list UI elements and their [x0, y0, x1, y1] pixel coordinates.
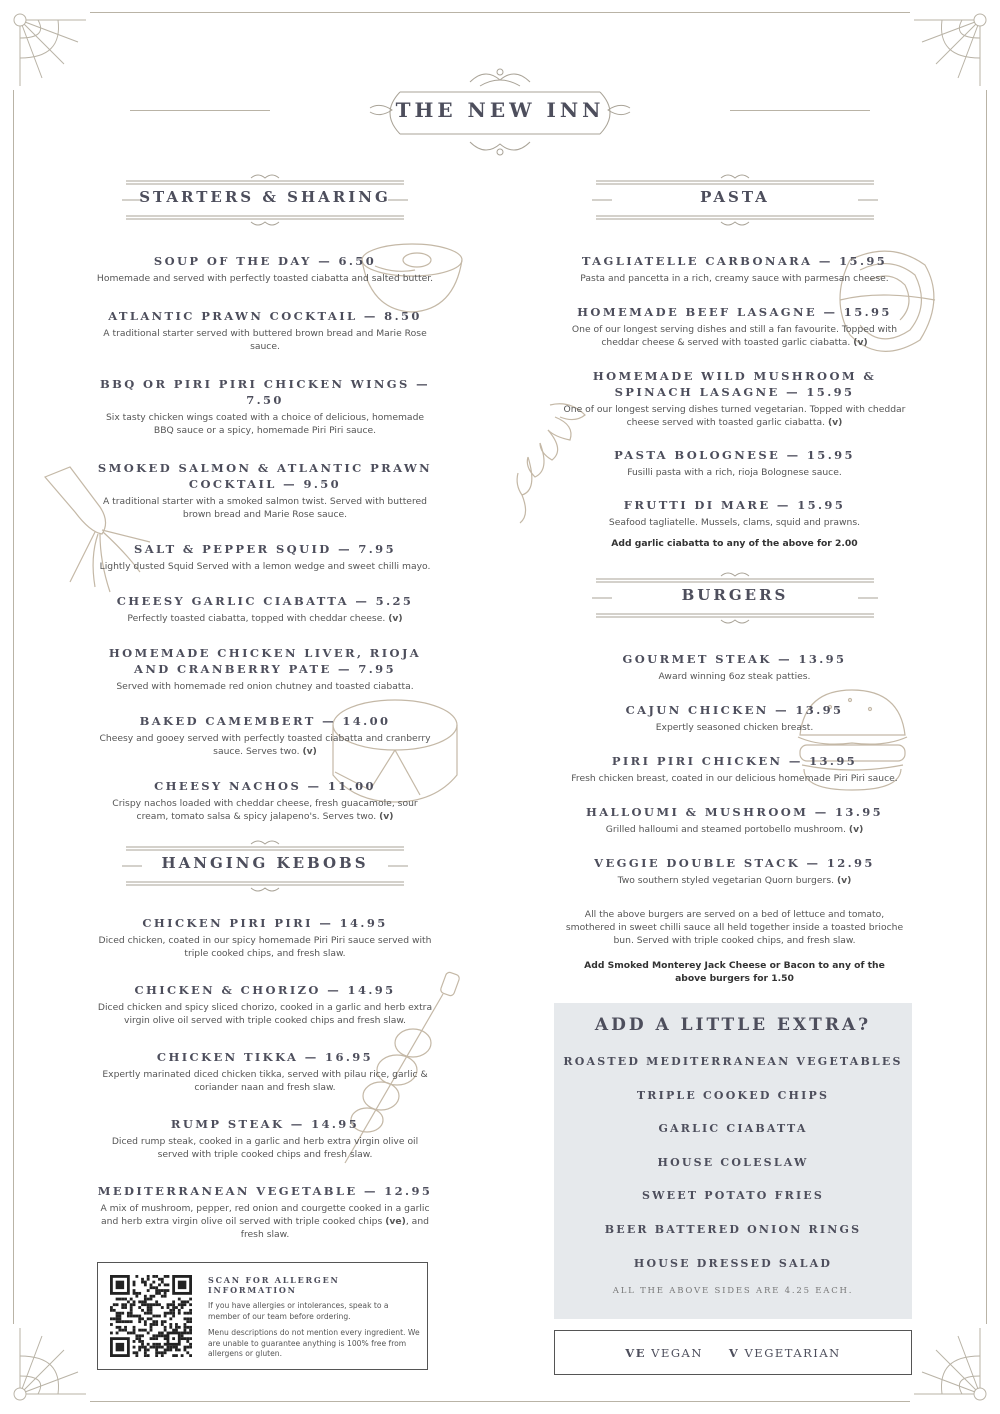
menu-item-description-text: Award winning 6oz steak patties.	[658, 671, 811, 682]
menu-item-name: CHICKEN TIKKA — 16.95	[156, 1050, 374, 1064]
allergen-text-1: If you have allergies or intolerances, speak to a member of our team before ordering.	[208, 1301, 389, 1321]
menu-item-description-text: Fusilli pasta with a rich, rioja Bolognese sauce.	[627, 467, 842, 478]
menu-item-name: MEDITERRANEAN VEGETABLE — 12.95	[97, 1184, 433, 1198]
title-rule-right	[730, 110, 870, 111]
menu-item-description-suffix: , and fresh slaw.	[240, 1216, 429, 1240]
menu-item-description-text: Six tasty chicken wings coated with a choice of delicious, homemade BBQ sauce or a spicy, homemade Piri Piri sauce.	[105, 412, 425, 436]
menu-item-description-text: Homemade and served with perfectly toasted ciabatta and salted butter.	[96, 273, 434, 284]
menu-item	[562, 651, 907, 683]
menu-item-name: CHICKEN PIRI PIRI — 14.95	[142, 916, 388, 930]
frame-top-line	[90, 12, 910, 13]
section-heading-kebobs	[120, 838, 410, 894]
menu-item	[95, 982, 435, 1027]
menu-item-name: RUMP STEAK — 14.95	[170, 1117, 360, 1131]
menu-item-description	[95, 1135, 435, 1161]
diet-tag: (v)	[388, 613, 403, 624]
menu-item-description	[95, 560, 435, 573]
title-block	[360, 62, 640, 162]
extra-item: BEER BATTERED ONION RINGS	[604, 1222, 862, 1236]
menu-item-description	[562, 670, 907, 683]
section-title-kebobs: HANGING KEBOBS	[161, 854, 369, 872]
menu-item-name: BAKED CAMEMBERT — 14.00	[139, 714, 391, 728]
section-heading-burgers	[590, 570, 880, 626]
corner-ornament-bottom-right	[912, 1326, 992, 1406]
diet-tag: (ve)	[385, 1216, 406, 1227]
menu-item-name: CHEESY GARLIC CIABATTA — 5.25	[116, 594, 414, 608]
menu-item	[562, 368, 907, 429]
menu-item-name: BBQ OR PIRI PIRI CHICKEN WINGS — 7.50	[99, 377, 431, 407]
menu-item	[95, 308, 435, 353]
menu-item	[562, 304, 907, 349]
section-heading-starters	[120, 172, 410, 228]
menu-item	[95, 593, 435, 625]
menu-item-description-text: One of our longest serving dishes turned vegetarian. Topped with cheddar cheese served with toasted garlic ciabatta.	[563, 404, 906, 428]
section-heading-pasta	[590, 172, 880, 228]
burgers-note: All the above burgers are served on a bed of lettuce and tomato, smothered in sweet chilli sauce all held together inside a toasted brioche bun. Served with triple cooked chips, and fresh slaw.	[565, 909, 904, 946]
menu-item	[95, 1183, 435, 1241]
diet-tag: (v)	[379, 811, 394, 822]
menu-item-description	[562, 516, 907, 529]
menu-item-description	[95, 680, 435, 693]
menu-item-description-text: Expertly seasoned chicken breast.	[655, 722, 814, 733]
menu-item-name: CAJUN CHICKEN — 13.95	[625, 703, 844, 717]
menu-item	[95, 253, 435, 285]
menu-item-description	[95, 411, 435, 437]
menu-item-name: VEGGIE DOUBLE STACK — 12.95	[594, 856, 875, 870]
menu-item-name: CHICKEN & CHORIZO — 14.95	[134, 983, 396, 997]
menu-item-description-text: Perfectly toasted ciabatta, topped with cheddar cheese.	[127, 613, 386, 624]
menu-item-description	[562, 823, 907, 836]
menu-item-description-text: Diced chicken and spicy sliced chorizo, cooked in a garlic and herb extra virgin olive oil served with triple cooked chips and fresh slaw.	[97, 1002, 433, 1026]
extras-note: ALL THE ABOVE SIDES ARE 4.25 EACH.	[612, 1286, 854, 1297]
legend-vegetarian-label: VEGETARIAN	[744, 1345, 841, 1360]
menu-item-description	[562, 466, 907, 479]
menu-item-description-text: Fresh chicken breast, coated in our delicious homemade Piri Piri sauce.	[571, 773, 898, 784]
menu-item-description	[95, 327, 435, 353]
diet-tag: (v)	[853, 337, 868, 348]
menu-item-name: SOUP OF THE DAY — 6.50	[153, 254, 377, 268]
pasta-note: Add garlic ciabatta to any of the above for 2.00	[611, 538, 858, 549]
menu-item	[562, 855, 907, 887]
extra-item: TRIPLE COOKED CHIPS	[636, 1088, 830, 1102]
diet-legend	[554, 1330, 912, 1375]
menu-item-name: GOURMET STEAK — 13.95	[622, 652, 847, 666]
menu-item-description-text: Diced rump steak, cooked in a garlic and herb extra virgin olive oil served with triple cooked chips and fresh slaw.	[111, 1136, 419, 1160]
allergen-text-2: Menu descriptions do not mention every ingredient. We are unable to guarantee anything is 100% free from allergens or gluten.	[208, 1328, 420, 1358]
menu-item-name: HOMEMADE CHICKEN LIVER, RIOJA AND CRANBERRY PATE — 7.95	[108, 646, 422, 676]
menu-item	[95, 645, 435, 693]
menu-item-description-text: Crispy nachos loaded with cheddar cheese, fresh guacamole, sour cream, tomato salsa & spicy jalapeno's. Serves two.	[112, 798, 418, 822]
legend-vegan-code: VE	[625, 1345, 646, 1360]
menu-item-description	[95, 1202, 435, 1241]
pasta-list	[562, 253, 907, 529]
frame-right-line	[986, 90, 987, 1324]
extra-item: ROASTED MEDITERRANEAN VEGETABLES	[563, 1055, 903, 1068]
menu-item	[562, 702, 907, 734]
menu-item	[562, 497, 907, 529]
section-title-burgers: BURGERS	[681, 586, 789, 604]
extras-panel	[554, 1003, 912, 1319]
menu-item-description-text: Grilled halloumi and steamed portobello mushroom.	[605, 824, 846, 835]
menu-item-name: PIRI PIRI CHICKEN — 13.95	[611, 754, 858, 768]
menu-item-name: SMOKED SALMON & ATLANTIC PRAWN COCKTAIL — 9.50	[97, 461, 433, 491]
corner-ornament-bottom-left	[8, 1326, 88, 1406]
burgers-note-bold: Add Smoked Monterey Jack Cheese or Bacon to any of the above burgers for 1.50	[584, 960, 885, 984]
legend-vegan-label: VEGAN	[651, 1345, 703, 1360]
menu-item	[95, 376, 435, 437]
extra-item: SWEET POTATO FRIES	[641, 1189, 825, 1203]
menu-item-name: ATLANTIC PRAWN COCKTAIL — 8.50	[108, 309, 422, 323]
menu-item-name: TAGLIATELLE CARBONARA — 15.95	[581, 254, 888, 268]
menu-item-description	[95, 732, 435, 758]
legend-vegetarian-code: V	[728, 1345, 740, 1360]
extra-item: HOUSE DRESSED SALAD	[633, 1256, 833, 1270]
menu-item	[562, 253, 907, 285]
menu-item-description-text: Diced chicken, coated in our spicy homemade Piri Piri sauce served with triple cooked chips, and fresh slaw.	[98, 935, 432, 959]
menu-item	[95, 713, 435, 758]
diet-tag: (v)	[302, 746, 317, 757]
menu-item-description-text: A traditional starter with a smoked salmon twist. Served with buttered brown bread and Marie Rose sauce.	[102, 496, 428, 520]
menu-item-description-text: Two southern styled vegetarian Quorn burgers.	[617, 875, 835, 886]
menu-item-description	[562, 403, 907, 429]
menu-item	[562, 804, 907, 836]
section-title-pasta: PASTA	[700, 188, 770, 206]
frame-left-line	[13, 90, 14, 1324]
menu-item-name: SALT & PEPPER SQUID — 7.95	[134, 542, 396, 556]
extra-item: HOUSE COLESLAW	[657, 1155, 809, 1169]
allergen-title: SCAN FOR ALLERGEN INFORMATION	[208, 1275, 340, 1295]
section-title-starters: STARTERS & SHARING	[139, 188, 391, 206]
menu-item	[95, 778, 435, 823]
menu-item-description-text: Pasta and pancetta in a rich, creamy sauce with parmesan cheese.	[580, 273, 889, 284]
menu-item-name: HOMEMADE BEEF LASAGNE — 15.95	[577, 305, 892, 319]
diet-tag: (v)	[827, 417, 843, 428]
menu-item-description	[562, 874, 907, 887]
page-title: THE NEW INN	[395, 98, 605, 122]
extras-title: ADD A LITTLE EXTRA?	[594, 1015, 872, 1035]
menu-item	[95, 1049, 435, 1094]
menu-item-description	[95, 272, 435, 285]
menu-item-description-text: A mix of mushroom, pepper, red onion and courgette cooked in a garlic and herb extra virgin olive oil served with triple cooked chips	[100, 1203, 430, 1227]
extras-list	[554, 1045, 912, 1280]
corner-ornament-top-left	[8, 8, 88, 88]
menu-item-name: HALLOUMI & MUSHROOM — 13.95	[585, 805, 884, 819]
menu-item-description	[562, 272, 907, 285]
menu-item-description	[95, 1001, 435, 1027]
menu-item-description	[95, 1068, 435, 1094]
burgers-list	[562, 651, 907, 887]
allergen-box	[97, 1262, 428, 1370]
menu-item-description-text: Seafood tagliatelle. Mussels, clams, squid and prawns.	[608, 517, 861, 528]
starters-list	[95, 253, 435, 823]
title-rule-left	[130, 110, 270, 111]
menu-item-description-text: A traditional starter served with buttered brown bread and Marie Rose sauce.	[103, 328, 427, 352]
menu-item	[95, 541, 435, 573]
corner-ornament-top-right	[912, 8, 992, 88]
menu-item-description-text: One of our longest serving dishes and still a fan favourite. Topped with cheddar cheese & served with toasted garlic ciabatta.	[571, 324, 898, 348]
menu-item	[95, 1116, 435, 1161]
allergen-qr-code[interactable]	[110, 1275, 192, 1357]
menu-item-description	[95, 934, 435, 960]
menu-item	[562, 447, 907, 479]
menu-item-description	[95, 495, 435, 521]
menu-item-description-text: Cheesy and gooey served with perfectly toasted ciabatta and cranberry sauce. Serves two.	[99, 733, 431, 757]
diet-tag: (v)	[836, 875, 852, 886]
diet-tag: (v)	[848, 824, 864, 835]
menu-item-description-text: Served with homemade red onion chutney and toasted ciabatta.	[116, 681, 414, 692]
menu-item-name: PASTA BOLOGNESE — 15.95	[614, 448, 855, 462]
extra-item: GARLIC CIABATTA	[658, 1122, 808, 1136]
menu-item-description	[562, 721, 907, 734]
menu-item-name: HOMEMADE WILD MUSHROOM & SPINACH LASAGNE — 15.95	[592, 369, 877, 399]
menu-item-description-text: Expertly marinated diced chicken tikka, served with pilau rice, garlic & coriander naan and fresh slaw.	[102, 1069, 428, 1093]
frame-bottom-line	[90, 1401, 910, 1402]
menu-item-description	[562, 772, 907, 785]
menu-item-description	[562, 323, 907, 349]
menu-item	[95, 915, 435, 960]
kebobs-list	[95, 915, 435, 1241]
menu-item-description	[95, 612, 435, 625]
menu-item	[562, 753, 907, 785]
menu-item-name: CHEESY NACHOS — 11.00	[154, 779, 376, 793]
menu-item-description	[95, 797, 435, 823]
menu-item	[95, 460, 435, 521]
menu-item-description-text: Lightly dusted Squid Served with a lemon wedge and sweet chilli mayo.	[99, 561, 431, 572]
menu-item-name: FRUTTI DI MARE — 15.95	[623, 498, 846, 512]
